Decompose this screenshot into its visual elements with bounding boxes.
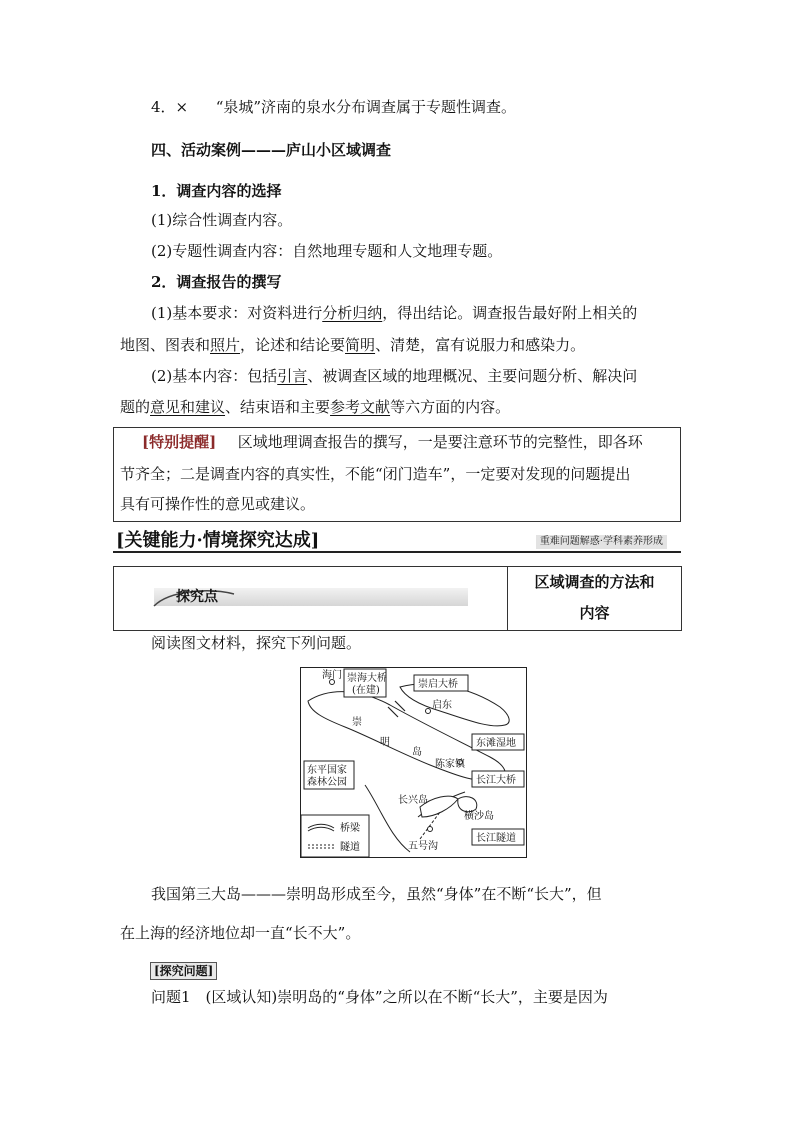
- note-tag: [特别提醒]: [142, 433, 217, 451]
- sec-2-heading: 2．调查报告的撰写: [151, 273, 282, 291]
- wuhaogou-dot: [428, 827, 433, 832]
- section-rule: [113, 551, 681, 553]
- sec-1-heading: 1．调查内容的选择: [151, 182, 282, 200]
- map-label-hengsha: 横沙岛: [464, 811, 494, 822]
- legend-bridge-label: 桥梁: [340, 823, 360, 834]
- map-label-changxing: 长兴岛: [398, 795, 428, 806]
- note-text-1: 区域地理调查报告的撰写，一是要注意环节的完整性，即各环: [237, 433, 643, 451]
- map-label-tunnel: 长江隧道: [476, 833, 516, 844]
- item-4-text: “泉城”济南的泉水分布调查属于专题性调查。: [215, 98, 517, 116]
- underlined-term: 引言: [277, 367, 308, 385]
- note-line-2: 节齐全；二是调查内容的真实性，不能“闭门造车”，一定要对发现的问题提出: [120, 465, 631, 483]
- question-tag: [探究问题]: [150, 962, 217, 980]
- map-label-dongtan: 东滩湿地: [476, 738, 516, 749]
- sec-1-item-1: (1)综合性调查内容。: [151, 211, 293, 229]
- passage-line-1: 我国第三大岛———崇明岛形成至今，虽然“身体”在不断“长大”，但: [151, 885, 602, 903]
- item-4: [151, 97, 516, 117]
- note-line-3: 具有可操作性的意见或建议。: [120, 495, 316, 513]
- hengsha-island: [458, 797, 477, 812]
- text-span: (1)基本要求：对资料进行: [151, 304, 323, 322]
- explore-point-table: [113, 566, 682, 631]
- map-label-chenjiazhen: 陈家镇: [435, 759, 465, 770]
- text-span: 、被调查区域的地理概况、主要问题分析、解决问: [307, 367, 638, 385]
- underlined-term: 意见和建议: [150, 398, 226, 416]
- underlined-term: 简明: [345, 336, 376, 354]
- basic-req-line-2: [120, 335, 585, 355]
- text-span: 、结束语和主要: [225, 398, 331, 416]
- map-label-chonghai-1: 崇海大桥: [347, 673, 387, 684]
- text-span: 等六方面的内容。: [390, 398, 511, 416]
- text-span: (2)基本内容：包括: [151, 367, 278, 385]
- explore-topic: [508, 567, 681, 629]
- explore-topic-line-1: 区域调查的方法和: [534, 573, 655, 591]
- map-label-chong: 崇: [352, 717, 362, 728]
- text-span: 题的: [120, 398, 151, 416]
- section-title: [关键能力·情境探究达成]: [116, 530, 320, 551]
- map-label-dongping-1: 东平国家: [307, 765, 347, 776]
- underlined-term: 分析归纳: [322, 304, 383, 322]
- map-label-ming: 明: [380, 737, 390, 748]
- map-label-dao: 岛: [412, 747, 422, 758]
- qidong-dot: [426, 709, 431, 714]
- underlined-term: 参考文献: [330, 398, 391, 416]
- explore-banner: [154, 588, 468, 606]
- basic-req-line-1: [151, 303, 637, 323]
- passage-line-2: 在上海的经济地位却一直“长不大”。: [120, 924, 361, 942]
- map-label-chongqi: 崇启大桥: [418, 679, 458, 690]
- question-1: 问题1 (区域认知)崇明岛的“身体”之所以在不断“长大”，主要是因为: [151, 988, 608, 1006]
- text-span: 地图、图表和: [120, 336, 211, 354]
- section-header: [113, 530, 681, 552]
- text-span: 、清楚，富有说服力和感染力。: [375, 336, 586, 354]
- section-tagline: 重难问题解惑·学科素养形成: [536, 535, 667, 549]
- map-label-haimen: 海门: [322, 670, 342, 681]
- text-span: ，论述和结论要: [240, 336, 346, 354]
- basic-content-line-1: [151, 366, 637, 386]
- map-legend: [301, 815, 369, 857]
- map-label-chonghai-2: (在建): [352, 685, 380, 696]
- note-line-1: [142, 432, 643, 452]
- intro-text: 阅读图文材料，探究下列问题。: [151, 634, 362, 652]
- map-label-qidong: 启东: [432, 700, 452, 711]
- special-reminder-box: [113, 427, 681, 522]
- explore-topic-line-2: 内容: [579, 604, 610, 622]
- underlined-term: 照片: [210, 336, 241, 354]
- text-span: ，得出结论。调查报告最好附上相关的: [382, 304, 638, 322]
- part-4-title: 四、活动案例———庐山小区域调查: [151, 141, 392, 159]
- item-4-number: 4．×: [151, 98, 189, 116]
- map-label-yangtze-bridge: 长江大桥: [476, 775, 516, 786]
- chongming-map: [300, 667, 527, 858]
- legend-tunnel-label: 隧道: [340, 842, 360, 853]
- basic-content-line-2: [120, 397, 510, 417]
- sec-1-item-2: (2)专题性调查内容：自然地理专题和人文地理专题。: [151, 242, 503, 260]
- explore-label: 探究点: [176, 589, 218, 605]
- map-label-dongping-2: 森林公园: [307, 777, 347, 788]
- map-label-wuhaogou: 五号沟: [408, 841, 438, 852]
